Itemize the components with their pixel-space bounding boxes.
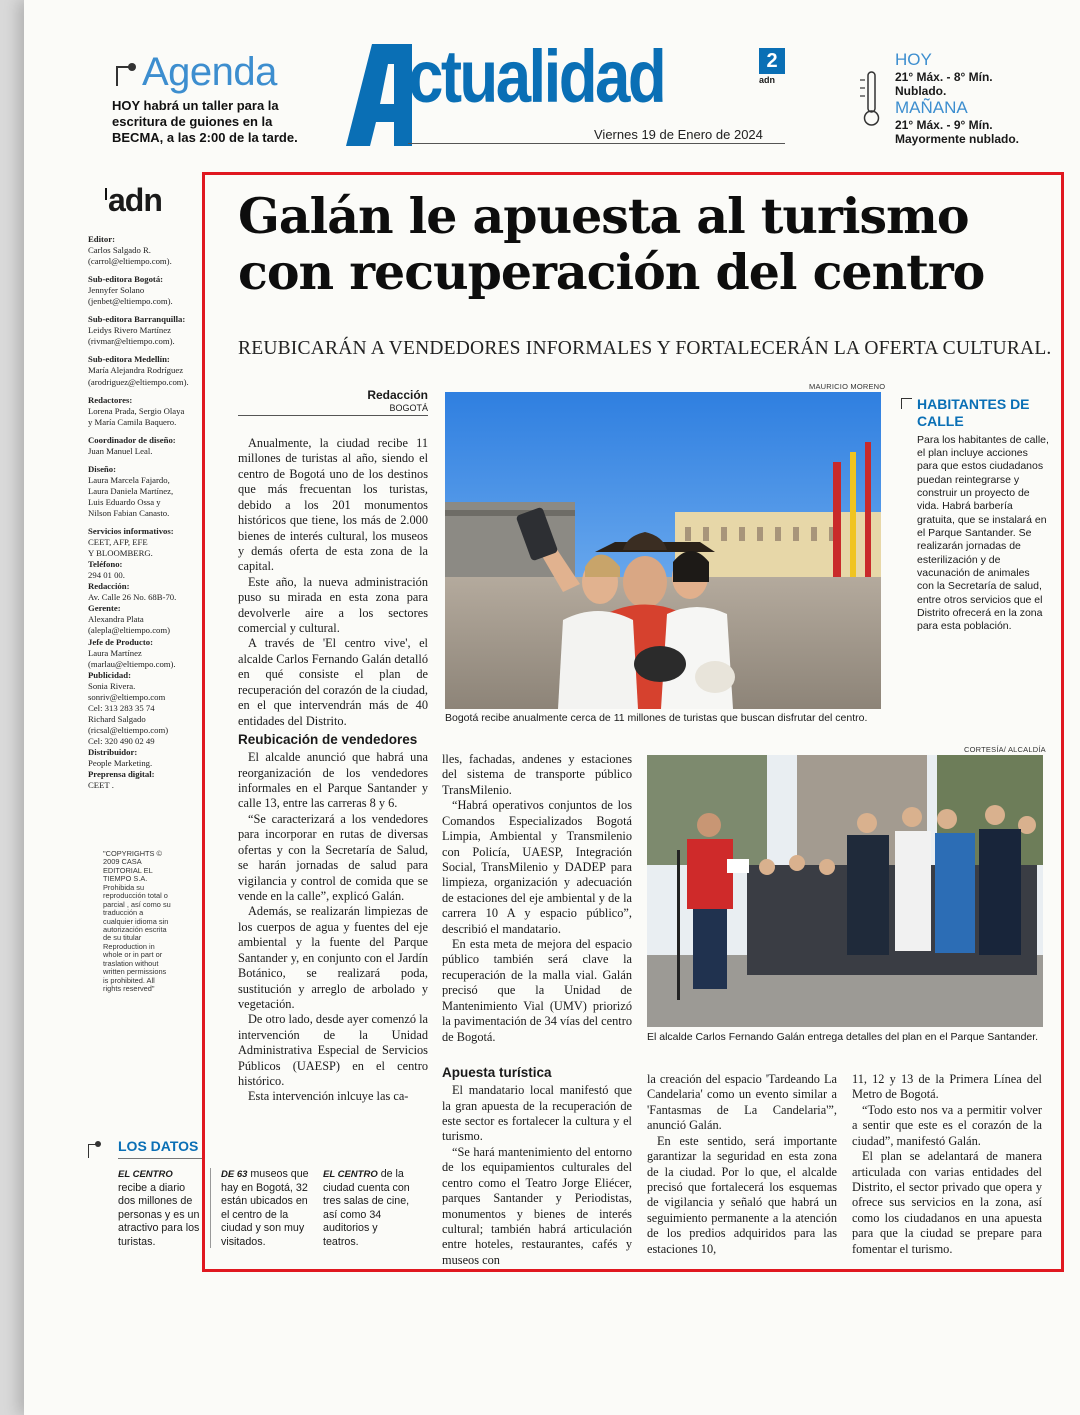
agenda-corner-icon — [116, 66, 132, 86]
credit-line: Richard Salgado — [88, 713, 146, 724]
credit-line: Leidys Rivero Martínez — [88, 325, 171, 336]
article-column-2b — [442, 1055, 632, 1268]
credit-group — [88, 234, 206, 267]
article-subheadline: REUBICARÁN A VENDEDORES INFORMALES Y FORTALECERÁN LA OFERTA CULTURAL. — [238, 338, 1052, 359]
credit-line: y María Camila Baquero. — [88, 416, 177, 427]
article-headline: Galán le apuesta al turismo con recuperación del centro — [238, 187, 985, 301]
paragraph: De otro lado, desde ayer comenzó la intervención de la Unidad Administrativa Especial de Servicios Públicos (UAESP) en el centro histórico. — [238, 1012, 428, 1089]
credit-group — [88, 464, 206, 519]
credit-title: Preprensa digital: — [88, 769, 155, 780]
weather-tomorrow-text: 21° Máx. - 9° Mín. Mayormente nublado. — [895, 118, 1020, 147]
paragraph: “Se caracterizará a los vendedores para incorporar en rutas de diversas ofertas y con la Secretaría de Salud, se harán jornadas de salud para vigilancia y control de comida que se vende en la calle”, explicó Galán. — [238, 811, 428, 903]
credit-title: Editor: — [88, 234, 116, 244]
credit-group — [88, 354, 206, 387]
datos-item-1-lead: EL CENTRO — [118, 1169, 173, 1180]
credit-line: CEET, AFP, EFE — [88, 537, 148, 548]
datos-corner-icon — [88, 1144, 98, 1158]
paragraph: Además, se realizarán limpiezas de los cuerpos de agua y fuentes del eje ambiental y la fuente del Parque Santander y, en conjunto con el Jardín Botánico, se realizará poda, sustitución y arreglo de arbolado y vegetación. — [238, 904, 428, 1011]
credit-line: Lorena Prada, Sergio Olaya — [88, 405, 185, 416]
paragraph: Anualmente, la ciudad recibe 11 millones de turistas al año, siendo el centro de Bogotá uno de los destinos que más frecuentan los turistas, debido a los 201 monumentos históricos que tiene, los más de 2.000 bienes de interés cultural, los museos y demás oferta de esta zona de la capital. — [238, 436, 428, 574]
article-column-1b — [238, 722, 428, 1105]
credit-line: (ricsal@eltiempo.com) — [88, 724, 169, 735]
credit-title: Sub-editora Barranquilla: — [88, 314, 186, 325]
credit-line: sonriv@eltiempo.com — [88, 691, 166, 702]
credit-group — [88, 769, 206, 791]
credit-group — [88, 747, 206, 769]
datos-item-2-lead: DE 63 — [221, 1169, 248, 1180]
credit-line: Laura Daniela Martínez, — [88, 485, 174, 496]
paragraph: “Se hará mantenimiento del entorno de los equipamientos culturales del centro como el Teatro Jorge Eliécer, parques Santander y Periodistas, monumentos y bienes de interés cultural; también habrá articulación entre hoteles, restaurantes, cafés y museos con — [442, 1144, 632, 1267]
credit-title: Sub-editora Medellín: — [88, 354, 170, 365]
credit-line: Juan Manuel Leal. — [88, 445, 153, 456]
credit-line: CEET . — [88, 780, 114, 791]
credit-title: Distribuidor: — [88, 746, 138, 757]
paragraph: “Todo esto nos va a permitir volver a sentir que este es el corazón de la ciudad”, manifestó Galán. — [852, 1102, 1042, 1148]
credit-group — [88, 274, 206, 307]
credit-line: (jenbet@eltiempo.com). — [88, 296, 173, 307]
paragraph: Esta intervención inlcuye las ca- — [248, 1089, 409, 1104]
credit-line: Luis Eduardo Ossa y — [88, 496, 161, 507]
credit-line: Cel: 320 490 02 49 — [88, 735, 155, 746]
credit-group — [88, 603, 206, 636]
credit-group — [88, 314, 206, 347]
byline: Redacción — [367, 388, 428, 402]
credit-title: Servicios informativos: — [88, 526, 174, 537]
article-column-2 — [442, 752, 632, 1045]
agenda-text: HOY habrá un taller para la escritura de guiones en la BECMA, a las 2:00 de la tarde. — [112, 98, 298, 145]
credit-title: Publicidad: — [88, 669, 131, 680]
credit-line: (rivmar@eltiempo.com). — [88, 336, 175, 347]
article-column-1a — [238, 436, 428, 729]
credit-line: (alepla@eltiempo.com) — [88, 625, 171, 636]
sidebar-box — [901, 396, 1049, 634]
credit-line: Cel: 313 283 35 74 — [88, 702, 155, 713]
photo-tourists-selfie — [445, 392, 881, 709]
credit-line: Av. Calle 26 No. 68B-70. — [88, 592, 177, 603]
header-rule — [408, 143, 785, 144]
byline-place: BOGOTÁ — [238, 403, 428, 416]
datos-item-1-text: recibe a diario dos millones de personas y es un atractivo para los turistas. — [118, 1181, 200, 1248]
credit-group — [88, 395, 206, 428]
paragraph: lles, fachadas, andenes y estaciones del sistema de transporte público TransMilenio. — [442, 752, 632, 797]
paragraph: A través de 'El centro vive', el alcalde Carlos Fernando Galán detalló en qué consiste el plan de recuperación del corazón de la ciudad, en el que intervendrán más de 40 entidades del Distrito. — [238, 636, 428, 728]
subheading-vendors: Reubicación de vendedores — [238, 732, 418, 747]
credit-line: Jennyfer Solano — [88, 285, 145, 296]
section-logo-a-icon — [346, 44, 412, 146]
issue-date: Viernes 19 de Enero de 2024 — [594, 127, 763, 142]
credit-title: Jefe de Producto: — [88, 636, 153, 647]
credit-line: (carrol@eltiempo.com). — [88, 256, 172, 267]
credit-line: (marlau@eltiempo.com). — [88, 658, 176, 669]
credit-group — [88, 670, 206, 747]
photo1-credit: MAURICIO MORENO — [809, 382, 886, 391]
paragraph: El plan se adelantará de manera articulada con varias entidades del Distrito, el sector privado que opera y ofrece sus servicios en la zona, así como los ciudadanos en una apuesta para que la ciudad se prepare para fomentar el turismo. — [852, 1149, 1042, 1256]
credit-title: Teléfono: — [88, 559, 123, 570]
section-title: ctualidad — [408, 35, 665, 118]
datos-item-2-text: museos que hay en Bogotá, 32 están ubicados en el centro de la ciudad y son muy visitados. — [221, 1168, 309, 1248]
datos-divider — [210, 1168, 211, 1248]
weather-today-label: HOY — [895, 50, 932, 69]
newspaper-page — [24, 0, 1080, 1415]
credit-line: Alexandra Plata — [88, 614, 144, 625]
staff-credits — [88, 234, 206, 791]
photo1-caption: Bogotá recibe anualmente cerca de 11 millones de turistas que buscan disfrutar del centro. — [445, 712, 868, 724]
page-brand: adn — [759, 75, 776, 85]
datos-item-3 — [323, 1168, 413, 1249]
sidebar-title: HABITANTES DE CALLE — [901, 396, 1049, 430]
photo2-credit: CORTESÍA/ ALCALDÍA — [964, 745, 1046, 754]
agenda-title: Agenda — [142, 50, 277, 94]
weather-today-text: 21° Máx. - 8° Mín. Nublado. — [895, 70, 993, 99]
adn-logo: adn — [108, 182, 162, 218]
credit-group — [88, 435, 206, 457]
credit-group — [88, 526, 206, 559]
page-number: 2 — [759, 48, 785, 74]
datos-item-3-text: de la ciudad cuenta con tres salas de cine, así como 34 auditorios y teatros. — [323, 1168, 410, 1248]
subheading-tourism: Apuesta turística — [442, 1065, 552, 1080]
credit-group — [88, 581, 206, 603]
credit-group — [88, 559, 206, 581]
paragraph: En este sentido, será importante garantizar la seguridad en esta zona de la ciudad. Por lo que, el alcalde precisó que fortalecerá los esquemas de vigilancia y señaló que habrá un seguimiento permanente a la atención de los predios adquiridos para las estaciones 10, — [647, 1133, 837, 1256]
credit-title: Gerente: — [88, 603, 121, 614]
paragraph: Este año, la nueva administración puso su mirada en esta zona para devolverle aire a los sectores comercial y cultural. — [238, 574, 428, 636]
datos-rule — [118, 1158, 202, 1159]
credit-title: Redacción: — [88, 581, 130, 592]
paragraph: “Habrá operativos conjuntos de los Comandos Especializados Bogotá Limpia, Ambiental y Transmilenio con Policía, UAESP, Integración Social, TransMilenio y DADEP para limpieza, organización y adecuación de estaciones del eje ambiental y de la carrera 10 A y espacio público”, describió el mandatario. — [442, 798, 632, 936]
paragraph: 11, 12 y 13 de la Primera Línea del Metro de Bogotá. — [852, 1072, 1042, 1102]
credit-line: 294 01 00. — [88, 570, 125, 581]
article-column-4 — [852, 1072, 1042, 1257]
credit-line: Laura Martínez — [88, 647, 142, 658]
credit-line: People Marketing. — [88, 758, 153, 769]
sidebar-text: Para los habitantes de calle, el plan incluye acciones para que estos ciudadanos puedan reintegrarse y construir un proyecto de vida. Habrá barbería gratuita, que se instalará en el Parque Santander. Se realizarán jornadas de esterilización y de vacunación de animales con la Secretaría de salud, entre otros servicios que el Distrito ofrecerá en la zona para esta población. — [917, 433, 1049, 633]
credit-line: Y BLOOMBERG. — [88, 548, 153, 559]
photo2-caption: El alcalde Carlos Fernando Galán entrega detalles del plan en el Parque Santander. — [647, 1031, 1039, 1043]
credit-title: Diseño: — [88, 463, 116, 474]
credit-title: Sub-editora Bogotá: — [88, 274, 164, 285]
photo-mayor-speech — [647, 755, 1043, 1027]
datos-item-1 — [118, 1168, 202, 1249]
credit-line: Sonia Rivera. — [88, 680, 136, 691]
thermometer-icon — [858, 70, 884, 128]
credit-title: Redactores: — [88, 394, 133, 405]
credit-line: Carlos Salgado R. — [88, 245, 151, 256]
credit-line: (arodriguez@eltiempo.com). — [88, 376, 189, 387]
paragraph: la creación del espacio 'Tardeando La Candelaria' como un evento similar a 'Fantasmas de La Candelaria'”, anunció Galán. — [647, 1072, 837, 1133]
datos-item-3-lead: EL CENTRO — [323, 1169, 378, 1180]
credit-line: Laura Marcela Fajardo, — [88, 474, 170, 485]
datos-item-2 — [221, 1168, 311, 1249]
copyright-notice: "COPYRIGHTS © 2009 CASA EDITORIAL EL TIEMPO S.A. Prohibida su reproducción total o parcial , así como su traducción a cualquier idioma sin autorización escrita de su titular Reproduction in whole or in part or traslation without written permissions is prohibited. All rights reserved" — [103, 849, 171, 993]
paragraph: El mandatario local manifestó que la gran apuesta de la recuperación de este sector es fortalecer la cultura y el turismo. — [442, 1083, 632, 1144]
datos-title: LOS DATOS — [118, 1138, 199, 1154]
article-column-3 — [647, 1072, 837, 1257]
credit-group — [88, 637, 206, 670]
weather-tomorrow-label: MAÑANA — [895, 98, 968, 117]
credit-title: Coordinador de diseño: — [88, 434, 176, 445]
credit-line: María Alejandra Rodríguez — [88, 365, 184, 376]
credit-line: Nilson Fabian Canasto. — [88, 507, 170, 518]
paragraph: En esta meta de mejora del espacio público también será clave la recuperación de la malla vial. Galán precisó que la Unidad de Mantenimiento Vial (UMV) priorizó la pavimentación de 34 vías del centro de Bogotá. — [442, 937, 632, 1044]
paragraph: El alcalde anunció que habrá una reorganización de los vendedores informales en el Parque Santander y calle 13, entre las carreras 8 y 6. — [238, 750, 428, 811]
